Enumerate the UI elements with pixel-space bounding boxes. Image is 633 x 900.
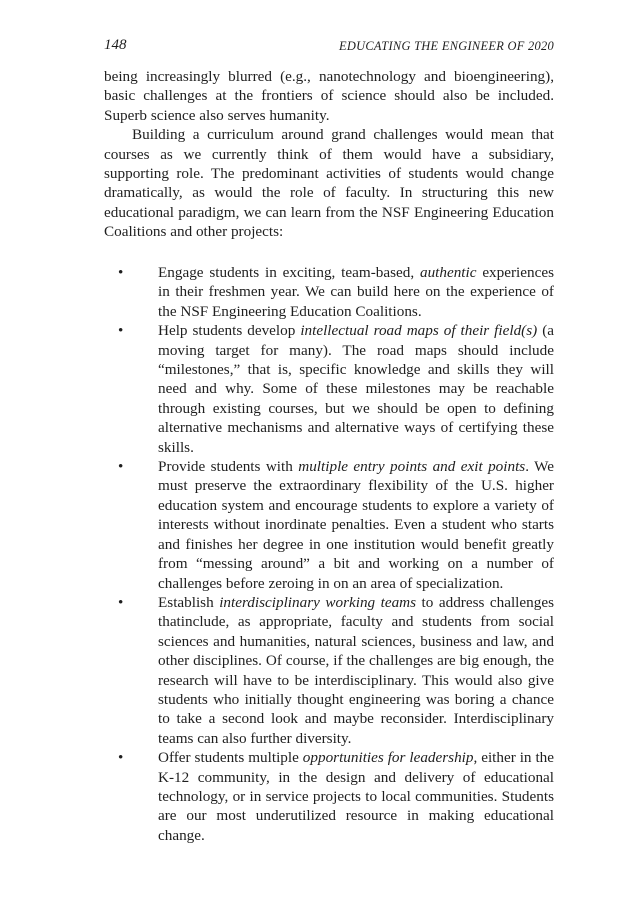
paragraph-curriculum: Building a curriculum around grand challenges would mean that courses as we currently think of them would have a subsidiary, supporting role. The predominant activities of students would change dramatically, as would the role of faculty. In structuring this new educational paradigm, we can learn from the NSF Engineering Education Coalitions and other projects: — [104, 126, 554, 241]
bullet-emphasis: multiple entry points and exit points — [298, 458, 526, 476]
bullet-marker: • — [118, 749, 124, 767]
page-number: 148 — [104, 37, 127, 53]
bullet-lead-text: Provide students with — [158, 458, 299, 476]
bullet-rest-text: (a moving target for many). The road maps should include “milestones,” that is, specific knowledge and skills they will need and why. Some of these milestones may be reachable through existing courses, but we should be open to defining alternative mechanisms and alternative ways of certifying these skills. — [158, 322, 554, 456]
bullet-emphasis: authentic — [419, 264, 477, 281]
bullet-lead-text: Help students develop — [158, 322, 301, 340]
bullet-text — [158, 263, 554, 321]
running-head: EDUCATING THE ENGINEER OF 2020 — [338, 39, 554, 53]
bullet-rest-text: experiences in their freshmen year. We can build here on the experience of the NSF Engineering Education Coalitions. — [158, 264, 554, 320]
bullet-emphasis: opportunities for leadership — [302, 749, 474, 767]
paragraph-continuation: being increasingly blurred (e.g., nanotechnology and bioengineering), basic challenges at the frontiers of science should also be included. Superb science also serves humanity. — [104, 68, 554, 124]
bullet-list — [118, 263, 554, 845]
bullet-rest-text: , either in the K-12 community, in the design and delivery of educational technology, or in service projects to local communities. Students are our most underutilized resource in making educational change. — [158, 749, 554, 844]
bullet-marker: • — [118, 264, 124, 281]
bullet-item — [118, 263, 554, 321]
bullet-lead-text: Establish — [158, 593, 220, 611]
bullet-text — [158, 593, 554, 748]
bullet-item — [118, 457, 554, 593]
bullet-text — [158, 748, 554, 845]
bullet-emphasis: intellectual road maps of their field(s) — [300, 322, 538, 340]
bullet-rest-text: . We must preserve the extraordinary flexibility of the U.S. higher education system and encourage students to explore a variety of interests without inordinate penalties. Even a student who starts and finishes her degree in one institution would benefit greatly from “messing around” a bit and working on a number of challenges before zeroing in on an area of specialization. — [158, 458, 555, 592]
bullet-emphasis: interdisciplinary working teams — [219, 593, 417, 611]
bullet-rest-text: to address challenges thatinclude, as appropriate, faculty and students from social sciences and humanities, natural sciences, business and law, and other disciplines. Of course, if the challenges are big enough, the research will have to be interdisciplinary. This would also give students who initially thought engineering was boring a chance to take a second look and maybe reconsider. Interdisciplinary teams can also further diversity. — [158, 593, 554, 747]
bullet-text — [158, 457, 554, 593]
bullet-item — [118, 593, 554, 748]
bullet-item — [118, 748, 554, 845]
body-text — [104, 67, 554, 242]
bullet-lead-text: Engage students in exciting, team-based, — [158, 264, 420, 281]
bullet-marker: • — [118, 458, 124, 476]
bullet-marker: • — [118, 322, 124, 340]
bullet-marker: • — [118, 593, 124, 611]
bullet-text — [158, 321, 554, 457]
bullet-item — [118, 321, 554, 457]
bullet-lead-text: Offer students multiple — [158, 749, 303, 767]
